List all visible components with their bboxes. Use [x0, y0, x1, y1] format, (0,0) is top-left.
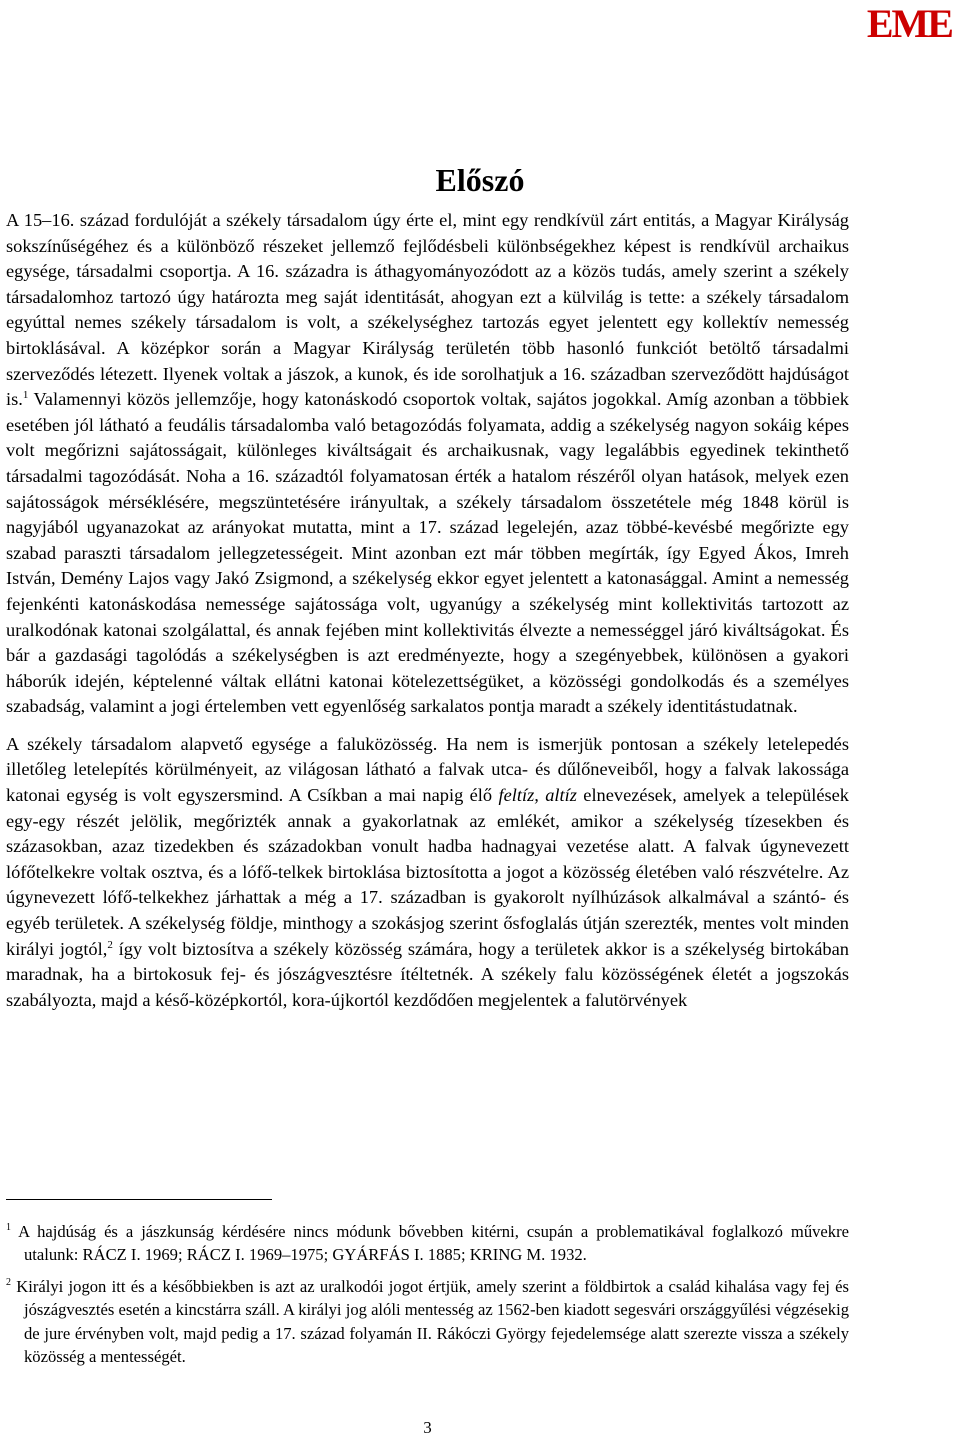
main-text	[6, 208, 849, 1013]
footnote-text: Királyi jogon itt és a későbbiekben is azt az uralkodói jogot értjük, amely szerint a földbirtok a család kihalása vagy fej és jószágvesztés esetén a kincstárra száll. A királyi jog alóli mentesség az 1562-ben kiadott segesvári országgyűlési végzésekig de jure érvényben volt, majd pedig a 17. század folyamán II. Rákóczi György fejedelemsége alatt szerezte vissza a székely közösség a mentességét.	[16, 1276, 850, 1367]
footnote-text: A hajdúság és a jászkunság kérdésére nincs módunk bővebben kitérni, csupán a problematikával foglalkozó művekre utalunk: RÁCZ I. 1969; RÁCZ I. 1969–1975; GYÁRFÁS I. 1885; KRING M. 1932.	[18, 1222, 849, 1265]
footnote-ref-1[interactable]: 1	[22, 389, 29, 402]
footnote-2	[6, 1275, 849, 1369]
page-title: Előszó	[435, 162, 525, 199]
paragraph-1	[6, 208, 849, 720]
footnote-1	[6, 1220, 849, 1267]
footnotes	[6, 1220, 849, 1368]
footnote-ref-2[interactable]: 2	[107, 938, 113, 951]
paragraph-2-text-c: így volt biztosítva a székely közösség számára, hogy a területek akkor is a székelység birtokában maradnak, ha a birtokosuk fej- és jószágvesztésre ítéltetnék. A székely falu közösségének életét a jogszokás szabályozta, majd a késő-középkortól, kora-újkortól kezdődően megjelentek a falutörvények	[6, 938, 849, 1010]
footnote-mark: 1	[6, 1222, 11, 1233]
page-number: 3	[423, 1418, 432, 1437]
paragraph-1-text-b: Valamennyi közös jellemzője, hogy katonáskodó csoportok voltak, sajátos jogokkal. Amíg azonban a többiek esetében jól látható a feudális társadalomba való betagozódás folyamata, addig a székelység nagyon sokáig képes volt megőrizni sajátosságait, különleges kiváltságait és archaikusnak, vagy legalábbis egyedinek tekinthető társadalmi tagozódását. Noha a 16. századtól folyamatosan érték a hatalom részéről olyan hatások, melyek ezen sajátosságok mérséklésére, megszüntetésére irányultak, a székely társadalom összetétele még 1848 körül is nagyjából ugyanazokat az arányokat mutatta, mint a 17. század legelején, azaz többé-kevésbé megőrizte egy szabad paraszti társadalom jellegzetességeit. Mint azonban ezt már többen megírták, így Egyed Ákos, Imreh István, Demény Lajos vagy Jakó Zsigmond, a székelység ekkor egyet jelentett a katonasággal. Amint a nemesség fejenkénti katonáskodása nemessége sajátossága volt, ugyanúgy a székelység mint kollektivitás tartozott az uralkodónak katonai szolgálattal, és annak fejében mint kollektivitás élvezte a nemességgel járó kiváltságokat. És bár a gazdasági tagolódás a székelységben is azt eredményezte, hogy a szegényebbek, különösen a gyakori háborúk idején, képtelenné váltak ellátni katonai kötelezettségüket, a közösségi gondolkodás és a személyes szabadság, valamint a jogi értelemben vett egyenlőség sarkalatos pontja maradt a székely identitástudatnak.	[6, 389, 849, 717]
footnote-separator	[6, 1199, 272, 1200]
paragraph-2	[6, 732, 849, 1014]
paragraph-1-text-a: A 15–16. század fordulóját a székely társadalom úgy érte el, mint egy rendkívül zárt entitás, a Magyar Királyság sokszínűségéhez és a különböző részeket jellemző fejlődésbeli különbségekhez képest is rendkívül archaikus egysége, társadalmi csoportja. A 16. századra is áthagyományozódott az a közös tudás, amely szerint a székely társadalomhoz tartozó úgy határozta meg saját identitását, ahogyan ezt a külvilág is tette: a székely társadalom egyúttal nemes székely társadalom is volt, a székelységhez tartozás egyet jelentett egy kollektív nemesség birtoklásával. A középkor során a Magyar Királyság területén több hasonló funkciót betöltő társadalmi szerveződés létezett. Ilyenek voltak a jászok, a kunok, és ide sorolhatjuk a 16. században szerveződött hajdúságot is.	[6, 210, 849, 410]
paragraph-2-text-a: A székely társadalom alapvető egysége a faluközösség. Ha nem is ismerjük pontosan a székely letelepedés illetőleg letelepítés körülményeit, az világosan látható a falvak utca- és dűlőneveiből, hogy a falvak lakossága katonai egység is volt egyszersmind. A Csíkban a mai napig élő	[6, 733, 849, 806]
paragraph-2-italic-terms: feltíz, altíz	[498, 785, 577, 806]
publisher-logo: EME	[866, 1, 952, 46]
paragraph-2-text-b: elnevezések, amelyek a települések egy-egy részét jelölik, megőrizték annak a gyakorlatnak az emlékét, amikor a székelység tízesekben és százasokban, azaz tizedekben és századokban vonult hadba hadnagyai vezetése alatt. A falvak úgynevezett lófőtelkekre voltak osztva, és a lófő-telkek birtoklása biztosította a jogot a közösség életében való részvételre. Az úgynevezett lófő-telkekhez járhattak a még a 17. században is gyakorolt nyílhúzások alkalmával a szántó- és egyéb területek. A székelység földje, minthogy a szokásjog szerint ősfoglalás útján szerezték, mentes volt minden királyi jogtól,	[6, 785, 849, 959]
footnote-mark: 2	[6, 1276, 11, 1288]
